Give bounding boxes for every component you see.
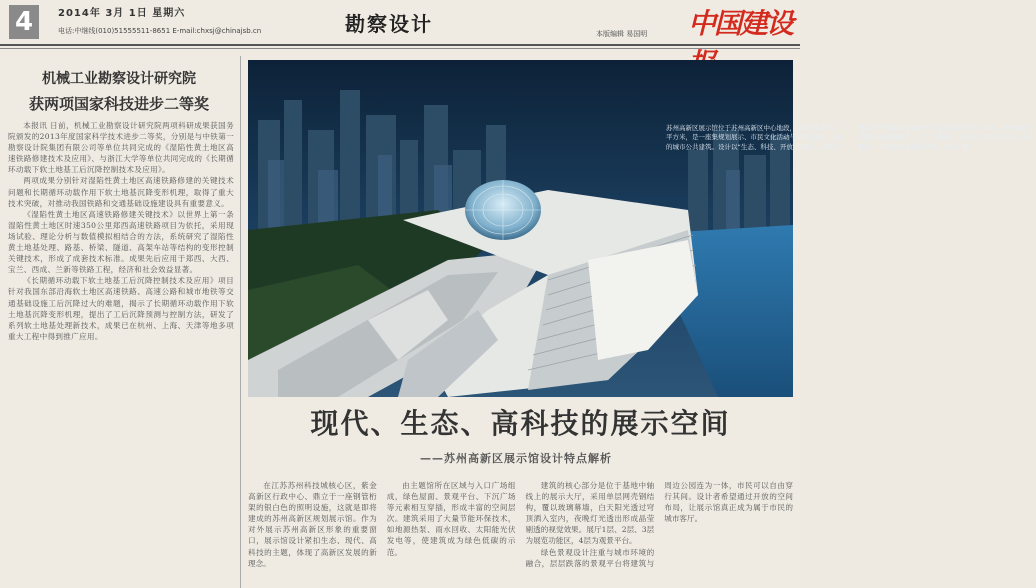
photo-caption: 苏州高新区展示馆位于苏州高新区中心地段，建筑面积约3万平方米，是一座集规划展示、市民文化活动与休闲功能于一体的城市公共建筑。设计以“生态、科技、开放”为理念，建筑主体由巨型钢结构玻璃穹顶与层叠的景观平台组成，屋顶绿化与地面景观有机融合，为市民提供了丰富的公共活动空间，成为新区一道亮丽的城市风景线。（李冰 摄） — [666, 124, 1035, 151]
feature-headline: 现代、生态、高科技的展示空间 — [310, 407, 731, 440]
feature-paragraph: 绿色景观设计注重与城市环境的融合，层层跌落的景观平台将建筑与周边公园连为一体，市民可以自由穿行其间。设计者希望通过开放的空间布局，让展示馆真正成为属于市民的城市客厅。 — [525, 481, 793, 568]
left-paragraph: 本报讯 日前，机械工业勘察设计研究院两项科研成果获国务院颁发的2013年度国家科学技术进步二等奖，分别是与中铁第一勘察设计院集团有限公司等单位共同完成的《湿陷性黄土地区高速铁路修建技术及应用》、与浙江大学等单位共同完成的《长期循环动载下软土地基工后沉降控制技术及应用》。 — [8, 121, 234, 175]
feature-paragraph: 建筑的核心部分是位于基地中轴线上的展示大厅，采用单层网壳钢结构，覆以玻璃幕墙，白天阳光透过穹顶洒入室内，夜晚灯光透出形成晶莹剔透的视觉效果。展厅1层、2层、3层为展览功能区，4层为观景平台。 — [525, 481, 655, 546]
feature-body — [248, 480, 793, 588]
contact-line: 电话:中继线(010)51555511-8651 E-mail:chxsj@chinajsb.cn — [58, 27, 262, 35]
left-article-headline-1: 机械工业勘察设计研究院 — [42, 71, 196, 87]
feature-paragraph: 由主题馆所在区域与入口广场组成，绿色屋面、景观平台、下沉广场等元素相互穿插，形成丰富的空间层次。建筑采用了大量节能环保技术，如地源热泵、雨水回收、太阳能光伏发电等，使建筑成为绿色低碳的示范。 — [386, 481, 516, 557]
page-header — [0, 0, 800, 44]
page-number: 4 — [9, 5, 39, 39]
architecture-rendering — [248, 60, 1035, 397]
left-article — [0, 56, 238, 588]
left-paragraph: 两项成果分别针对湿陷性黄土地区高速铁路修建的关键技术问题和长期循环动载作用下软土地基沉降变形机理，取得了重大技术突破，对推动我国铁路和交通基础设施建设具有重要意义。 — [8, 176, 234, 208]
header-rule — [0, 44, 800, 46]
left-paragraph: 《长期循环动载下软土地基工后沉降控制技术及应用》项目针对我国东部沿海软土地区高速铁路、高速公路和城市地铁等交通基础设施工后沉降过大的难题，揭示了长期循环动载作用下软土地基沉降变形机理，提出了工后沉降预测与控制方法，研发了系列软土地基处理新技术，成果已在杭州、上海、天津等地多项重大工程中得到推广应用。 — [8, 276, 234, 341]
section-title: 勘察设计 — [345, 12, 433, 36]
left-paragraph: 《湿陷性黄土地区高速铁路修建关键技术》以世界上第一条湿陷性黄土地区时速350公里郑西高速铁路项目为依托，采用现场试验、理论分析与数值模拟相结合的方法，系统研究了湿陷性黄土地基处理、路基、桥梁、隧道、高架车站等结构的变形控制关键技术，形成了成套技术标准。成果先后应用于郑西、大西、宝兰、西成、兰新等铁路工程，经济和社会效益显著。 — [8, 209, 234, 275]
issue-date: 2014年 3月 1日 星期六 — [58, 8, 186, 19]
left-article-headline-2: 获两项国家科技进步二等奖 — [28, 95, 209, 113]
header-rule-thin — [0, 48, 800, 49]
feature-subheadline: ——苏州高新区展示馆设计特点解析 — [420, 452, 612, 465]
feature-paragraph: 在江苏苏州科技城核心区，紫金高新区行政中心、鼎立于一座钢管桁架的银白色的照明设施，这就是即将建成的苏州高新区规划展示馆。作为对外展示苏州高新区形象的重要窗口，展示馆设计紧扣生态、现代、高科技的主题，体现了高新区发展的新理念。 — [248, 481, 377, 568]
rendering-image — [248, 60, 793, 397]
column-divider — [240, 56, 241, 588]
left-article-body — [0, 120, 238, 342]
editor-credit: 本版编辑 易国明 — [596, 30, 648, 38]
newspaper-logo: 中国建设 — [688, 7, 793, 40]
